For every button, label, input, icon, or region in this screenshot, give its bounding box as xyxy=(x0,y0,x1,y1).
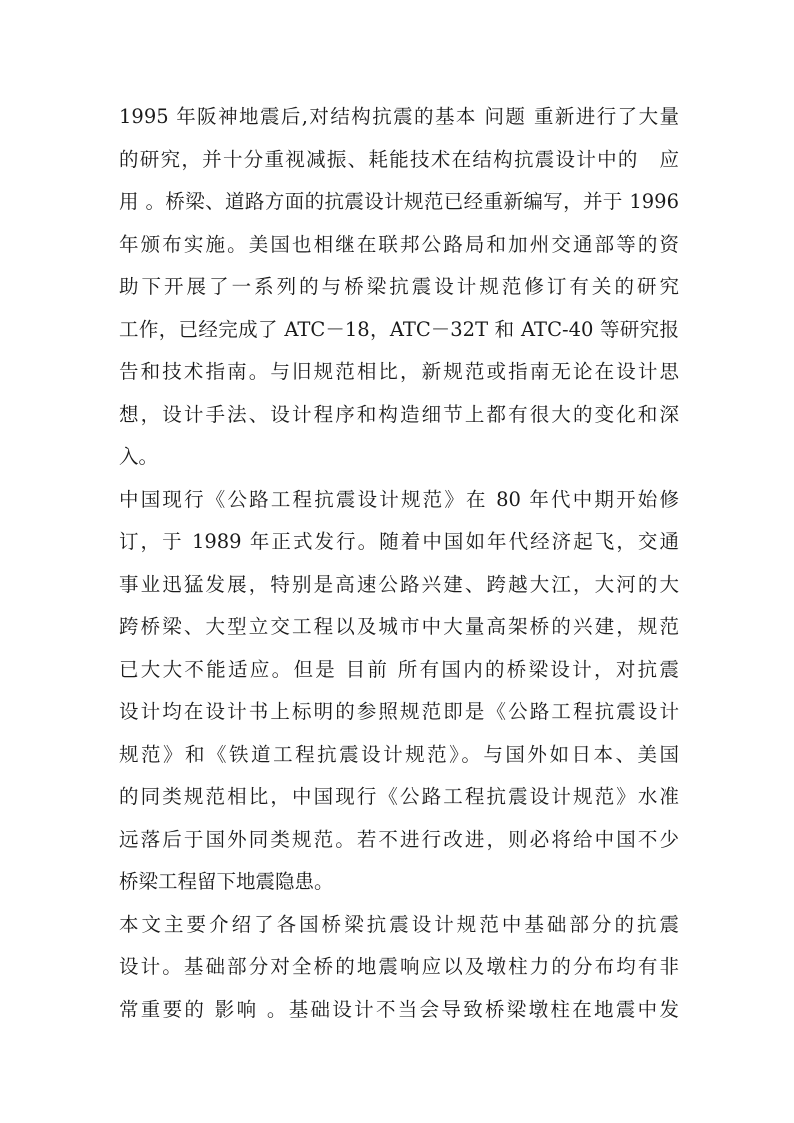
text-line: 告和技术指南。与旧规范相比，新规范或指南无论在设计思 xyxy=(119,360,679,383)
text-line: 本文主要介绍了各国桥梁抗震设计规范中基础部分的抗震 xyxy=(119,912,679,936)
text-line: 的研究，并十分重视减振、耗能技术在结构抗震设计中的 应 xyxy=(119,147,679,171)
text-line: 事业迅猛发展，特别是高速公路兴建、跨越大江，大河的大 xyxy=(119,572,679,596)
body-text xyxy=(119,96,679,1031)
text-line: 已大大不能适应。但是 目前 所有国内的桥梁设计，对抗震 xyxy=(119,657,679,681)
text-line: 设计。基础部分对全桥的地震响应以及墩柱力的分布均有非 xyxy=(119,955,679,978)
paragraph-1 xyxy=(119,96,679,479)
text-line: 桥梁工程留下地震隐患。 xyxy=(119,870,334,893)
text-line: 用 。桥梁、道路方面的抗震设计规范已经重新编写，并于 1996 xyxy=(119,190,679,213)
text-line: 规范》和《铁道工程抗震设计规范》。与国外如日本、美国 xyxy=(119,742,679,766)
text-line: 订，于 1989 年正式发行。随着中国如年代经济起飞，交通 xyxy=(119,530,679,553)
text-line: 入。 xyxy=(119,445,159,468)
paragraph-2 xyxy=(119,479,679,904)
text-line: 想，设计手法、设计程序和构造细节上都有很大的变化和深 xyxy=(119,402,679,426)
text-line: 中国现行《公路工程抗震设计规范》在 80 年代中期开始修 xyxy=(119,487,679,511)
text-line: 跨桥梁、大型立交工程以及城市中大量高架桥的兴建，规范 xyxy=(119,615,679,638)
text-line: 的同类规范相比，中国现行《公路工程抗震设计规范》水准 xyxy=(119,785,679,808)
text-line: 设计均在设计书上标明的参照规范即是《公路工程抗震设计 xyxy=(119,700,679,723)
text-line: 常重要的 影响 。基础设计不当会导致桥梁墩柱在地震中发 xyxy=(119,997,679,1021)
paragraph-3 xyxy=(119,904,679,1032)
text-line: 助下开展了一系列的与桥梁抗震设计规范修订有关的研究 xyxy=(119,275,679,298)
text-line: 工作，已经完成了 ATC－18，ATC－32T 和 ATC-40 等研究报 xyxy=(119,317,679,341)
text-line: 年颁布实施。美国也相继在联邦公路局和加州交通部等的资 xyxy=(119,232,679,256)
text-line: 1995 年阪神地震后,对结构抗震的基本 问题 重新进行了大量 xyxy=(119,105,679,128)
text-line: 远落后于国外同类规范。若不进行改进，则必将给中国不少 xyxy=(119,827,679,851)
